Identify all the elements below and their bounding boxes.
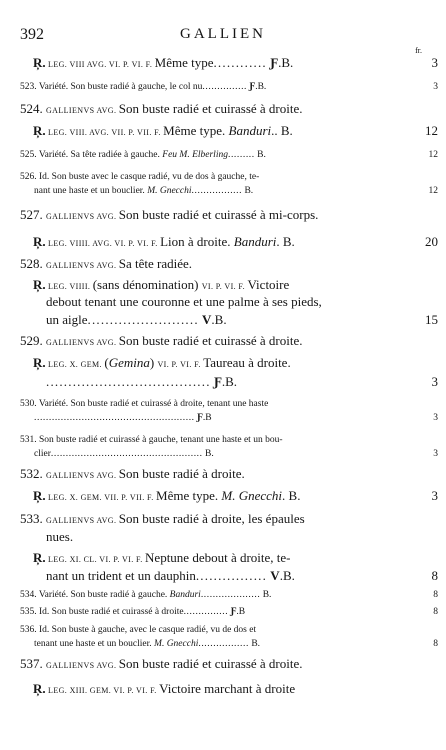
price-value: 3: [431, 488, 438, 503]
catalogue-line: [0, 681, 446, 697]
dot-leader: ......................................................: [34, 413, 195, 423]
reverse-mark: Ŗ.: [33, 55, 46, 70]
text: clier: [34, 449, 51, 459]
text: B.: [254, 150, 266, 160]
line-text: [33, 488, 300, 504]
dot-leader: ...............: [202, 82, 248, 92]
reverse-mark: Ŗ.: [33, 234, 46, 249]
catalogue-line: [0, 374, 446, 390]
reverse-mark: Ŗ.: [33, 488, 46, 503]
text: 535. Id. Son buste radié et cuirassé à droite: [20, 607, 184, 617]
line-text: [33, 355, 291, 371]
catalogue-line: [0, 550, 446, 566]
rarity-mark: Ƒ: [270, 55, 279, 70]
italic-name: M. Gnecchi: [221, 488, 283, 503]
dot-leader: .................: [191, 186, 243, 196]
italic-name: Banduri: [228, 123, 272, 138]
price-value: 15: [425, 312, 438, 327]
legend-smallcaps: GALLIENVS AVG.: [46, 106, 119, 115]
dot-leader: .........................: [87, 312, 199, 327]
dot-leader: ...............: [183, 607, 229, 617]
line-text: [46, 294, 322, 310]
rarity-mark: V: [270, 568, 280, 583]
line-text: [33, 277, 289, 293]
dot-leader: .........: [227, 150, 255, 160]
line-text: [20, 150, 266, 160]
legend-smallcaps: LEG. X. GEM.: [45, 360, 105, 369]
line-text: [33, 55, 293, 71]
text: nant un trident et un dauphin: [46, 568, 196, 583]
catalogue-line: [0, 312, 446, 328]
text: 526. Id. Son buste avec le casque radié, vu de dos à gauche, te-: [20, 172, 260, 182]
text: .B.: [211, 312, 227, 327]
dot-leader: ............: [213, 55, 267, 70]
catalogue-line: [0, 449, 446, 465]
legend-smallcaps: LEG. VIII AVG. VI. P. VI. F.: [45, 60, 155, 69]
legend-smallcaps: LEG. XIII. GEM. VI. P. VI. F.: [45, 686, 160, 695]
legend-smallcaps: VI. P. VI. F.: [157, 360, 204, 369]
line-text: [20, 656, 303, 672]
text: . B.: [282, 488, 301, 503]
text: B.: [202, 449, 214, 459]
rarity-mark: V: [202, 312, 212, 327]
line-text: [20, 399, 268, 409]
price-value: 3: [431, 374, 438, 389]
text: . B.: [276, 234, 295, 249]
text: 528.: [20, 256, 46, 271]
text: B.: [242, 186, 254, 196]
text: 533.: [20, 511, 46, 526]
text: 523. Variété. Son buste radié à gauche, le col nu: [20, 82, 203, 92]
text: ): [149, 355, 158, 370]
running-title: GALLIEN: [180, 26, 266, 42]
catalogue-line: [0, 294, 446, 310]
price-unit-label: fr.: [415, 46, 422, 55]
text: Taureau à droite.: [203, 355, 291, 370]
italic-name: Gemina: [108, 355, 150, 370]
price-value: 3: [433, 82, 438, 92]
catalogue-line: [0, 529, 446, 545]
line-text: [20, 207, 318, 223]
text: Même type.: [156, 488, 222, 503]
italic-name: Banduri: [233, 234, 277, 249]
text: B.: [248, 639, 261, 649]
text: 531. Son buste radié et cuirassé à gauche, tenant une haste et un bou-: [20, 435, 283, 445]
catalogue-line: [0, 590, 446, 606]
legend-smallcaps: LEG. VIIII. AVG. VI. P. VI. F.: [45, 239, 161, 248]
italic-name: Feu M. Elberling: [162, 150, 228, 160]
reverse-mark: Ŗ.: [33, 123, 46, 138]
reverse-mark: Ŗ.: [33, 355, 46, 370]
text: 537.: [20, 656, 46, 671]
catalogue-line: [0, 101, 446, 117]
catalogue-line: [0, 207, 446, 223]
catalogue-line: [0, 333, 446, 349]
text: 530. Variété. Son buste radié et cuirassé à droite, tenant une haste: [20, 399, 269, 409]
catalogue-line: [0, 82, 446, 98]
legend-smallcaps: LEG. VIII. AVG. VII. P. VII. F.: [45, 128, 164, 137]
line-text: [34, 639, 260, 649]
catalogue-line: [0, 413, 446, 429]
line-text: [34, 413, 212, 423]
legend-smallcaps: GALLIENVS AVG.: [46, 471, 119, 480]
text: tenant une haste et un bouclier.: [34, 639, 155, 649]
text: Lion à droite.: [160, 234, 234, 249]
line-text: [20, 172, 259, 182]
reverse-mark: Ŗ.: [33, 681, 46, 696]
text: Son buste radié et cuirassé à droite.: [118, 656, 303, 671]
price-value: 12: [425, 123, 438, 138]
text: Son buste radié et cuirassé à droite.: [118, 333, 303, 348]
line-text: [20, 101, 303, 117]
line-text: [20, 511, 305, 527]
price-value: 12: [428, 186, 438, 196]
reverse-mark: Ŗ.: [33, 277, 46, 292]
catalogue-line: [0, 568, 446, 584]
rarity-mark: Ƒ: [197, 413, 203, 423]
text: 527.: [20, 207, 46, 222]
rarity-mark: Ƒ: [213, 374, 222, 389]
page-header: [20, 26, 426, 55]
catalogue-line: [0, 123, 446, 139]
text: nues.: [46, 529, 74, 544]
line-text: [34, 449, 214, 459]
catalogue-line: [0, 511, 446, 527]
catalogue-line: [0, 150, 446, 166]
legend-smallcaps: LEG. XI. CL. VI. P. VI. F.: [45, 555, 146, 564]
legend-smallcaps: VI. P. VI. F.: [201, 282, 248, 291]
line-text: [33, 550, 291, 566]
legend-smallcaps: GALLIENVS AVG.: [46, 516, 119, 525]
text: Victoire: [247, 277, 290, 292]
text: .. B.: [271, 123, 293, 138]
line-text: [46, 374, 237, 390]
dot-leader: .................: [198, 639, 249, 649]
price-value: 8: [433, 590, 438, 600]
italic-name: Banduri: [169, 590, 201, 600]
dot-leader: ................: [195, 568, 268, 583]
legend-smallcaps: GALLIENVS AVG.: [46, 661, 119, 670]
text: debout tenant une couronne et une palme à ses pieds,: [46, 294, 322, 309]
text: Son buste radié à droite, les épaules: [118, 511, 305, 526]
text: B.: [260, 590, 272, 600]
legend-smallcaps: LEG. VIIII.: [45, 282, 93, 291]
catalogue-line: [0, 186, 446, 202]
catalogue-line: [0, 234, 446, 250]
line-text: [20, 466, 245, 482]
italic-name: M. Gnecchi: [147, 186, 192, 196]
line-text: [46, 529, 73, 545]
text: Même type.: [163, 123, 229, 138]
text: Son buste radié et cuirassé à mi-corps.: [118, 207, 319, 222]
line-text: [33, 234, 295, 250]
catalogue-line: [0, 277, 446, 293]
text: Neptune debout à droite, te-: [145, 550, 291, 565]
text: Son buste radié et cuirassé à droite.: [118, 101, 303, 116]
price-value: 3: [431, 55, 438, 70]
text: 525. Variété. Sa tête radiée à gauche.: [20, 150, 163, 160]
catalogue-line: [0, 466, 446, 482]
catalogue-line: [0, 355, 446, 371]
catalogue-line: [0, 256, 446, 272]
reverse-mark: Ŗ.: [33, 550, 46, 565]
price-value: 8: [433, 607, 438, 617]
page-number: 392: [20, 26, 44, 43]
legend-smallcaps: GALLIENVS AVG.: [46, 212, 119, 221]
text: Sa tête radiée.: [118, 256, 193, 271]
text: (sans dénomination): [92, 277, 202, 292]
line-text: [20, 607, 245, 617]
catalogue-line: [0, 639, 446, 655]
line-text: [20, 435, 282, 445]
price-value: 12: [428, 150, 438, 160]
text: 529.: [20, 333, 46, 348]
catalogue-line: [0, 55, 446, 71]
text: 532.: [20, 466, 46, 481]
dot-leader: .....................................: [46, 374, 211, 389]
price-value: 8: [433, 639, 438, 649]
text: un aigle: [46, 312, 88, 327]
text: (: [104, 355, 109, 370]
dot-leader: ...................................................: [50, 449, 203, 459]
legend-smallcaps: GALLIENVS AVG.: [46, 338, 119, 347]
text: .B.: [279, 568, 295, 583]
line-text: [20, 625, 256, 635]
price-value: 3: [433, 413, 438, 423]
text: 524.: [20, 101, 46, 116]
text: Son buste radié à droite.: [118, 466, 245, 481]
text: nant une haste et un bouclier.: [34, 186, 148, 196]
catalogue-line: [0, 656, 446, 672]
legend-smallcaps: GALLIENVS AVG.: [46, 261, 119, 270]
text: 536. Id. Son buste à gauche, avec le casque radié, vu de dos et: [20, 625, 257, 635]
line-text: [46, 568, 295, 584]
line-text: [46, 312, 227, 328]
rarity-mark: Ƒ: [249, 82, 256, 92]
catalogue-line: [0, 488, 446, 504]
line-text: [34, 186, 253, 196]
text: .B.: [255, 82, 267, 92]
text: Victoire marchant à droite: [159, 681, 296, 696]
dot-leader: ....................: [200, 590, 261, 600]
price-value: 20: [425, 234, 438, 249]
line-text: [20, 82, 266, 92]
catalogue-line: [0, 607, 446, 623]
text: .B.: [221, 374, 238, 389]
text: Même type: [154, 55, 214, 70]
rarity-mark: Ƒ: [230, 607, 237, 617]
line-text: [33, 123, 293, 139]
italic-name: M. Gnecchi: [154, 639, 199, 649]
line-text: [20, 590, 271, 600]
text: .B.: [278, 55, 294, 70]
price-value: 8: [431, 568, 438, 583]
text: .B: [202, 413, 212, 423]
line-text: [20, 333, 303, 349]
line-text: [20, 256, 192, 272]
line-text: [33, 681, 295, 697]
text: .B: [236, 607, 246, 617]
text: 534. Variété. Son buste radié à gauche.: [20, 590, 170, 600]
price-value: 3: [433, 449, 438, 459]
legend-smallcaps: LEG. X. GEM. VII. P. VII. F.: [45, 493, 157, 502]
